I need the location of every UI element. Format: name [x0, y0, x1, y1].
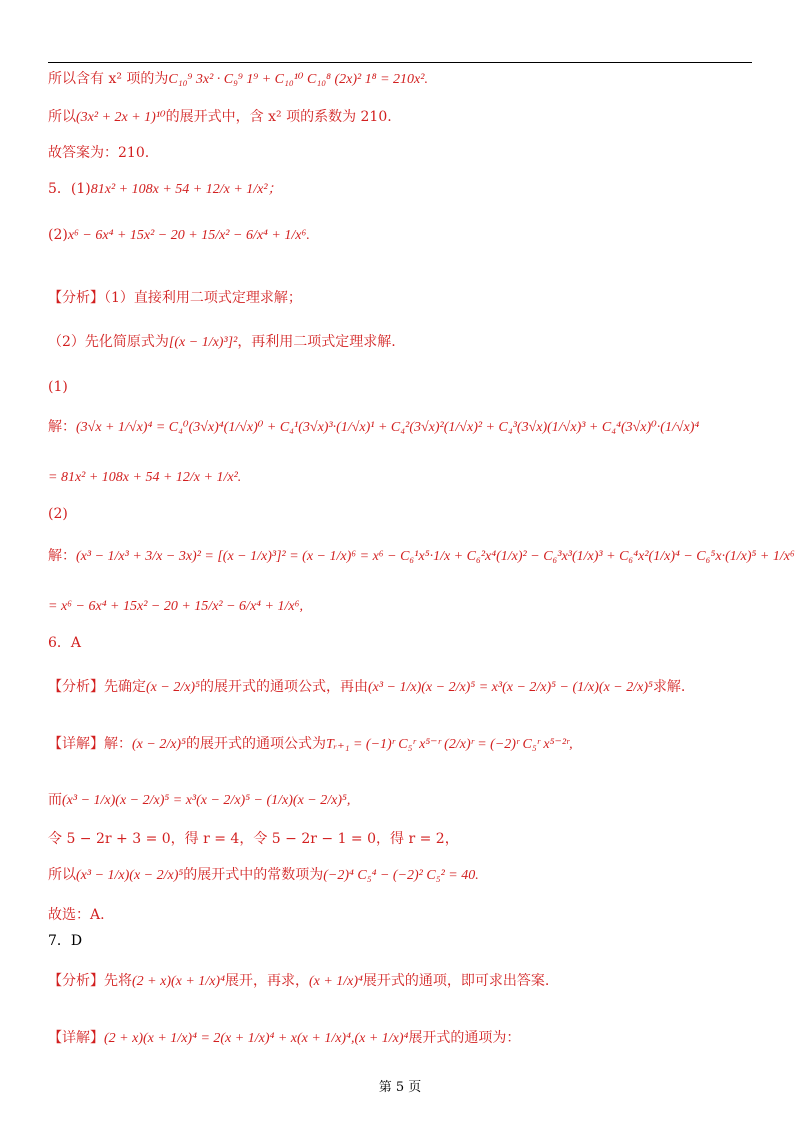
line-text: 故答案为：210. — [48, 145, 150, 161]
formula: (x + 1/x)⁴ — [308, 974, 363, 989]
line-text: 的展开式中，含 x² 项的系数为 210. — [165, 109, 392, 125]
text-line-9 — [48, 418, 760, 437]
text-line-3 — [48, 144, 760, 162]
line-text: 【分析】（1）直接利用二项式定理求解； — [48, 290, 302, 306]
line-text: 求解. — [652, 679, 686, 695]
line-text: 展开，再求， — [224, 973, 309, 989]
line-text: 解： — [48, 548, 76, 564]
line-text: 所以 — [48, 109, 76, 125]
line-text: 令 5 − 2r + 3 = 0，得 r = 4，令 5 − 2r − 1 = 0，得 r = 2， — [48, 831, 459, 847]
formula: (−2)⁴ C₅⁴ − (−2)² C₅² = 40. — [323, 868, 479, 883]
line-text: (1) — [48, 379, 68, 395]
text-line-23 — [48, 1029, 760, 1048]
text-line-8 — [48, 378, 760, 396]
formula: 81x² + 108x + 54 + 12/x + 1/x²； — [90, 182, 282, 197]
line-text: 的展开式的通项公式，再由 — [199, 679, 368, 695]
formula: [(x − 1/x)³]² — [168, 335, 238, 350]
line-text: 【分析】先将 — [48, 973, 132, 989]
formula: (x − 2/x)⁵ — [146, 680, 200, 695]
line-text: (2) — [48, 227, 68, 243]
line-text: 5．(1) — [48, 181, 91, 197]
formula: C₁₀⁹ 3x² · C₉⁹ 1⁹ + C₁₀¹⁰ C₁₀⁸ (2x)² 1⁸ = 210x². — [168, 72, 428, 87]
formula: = x⁶ − 6x⁴ + 15x² − 20 + 15/x² − 6/x⁴ + 1/x⁶, — [48, 599, 303, 614]
formula: (3x² + 2x + 1)¹⁰ — [76, 110, 166, 125]
formula: (2 + x)(x + 1/x)⁴ — [132, 974, 225, 989]
text-line-5 — [48, 226, 760, 245]
text-line-17 — [48, 791, 760, 810]
text-line-2 — [48, 108, 760, 127]
text-line-20 — [48, 906, 760, 924]
line-text: 所以含有 x² 项的为 — [48, 71, 169, 87]
formula: (x + 1/x)⁴ — [354, 1031, 409, 1046]
line-text: 的展开式中的常数项为 — [183, 867, 324, 883]
text-line-14 — [48, 634, 760, 652]
line-text: 解： — [48, 419, 76, 435]
formula: (x − 2/x)⁵ — [132, 737, 186, 752]
formula: x⁶ − 6x⁴ + 15x² − 20 + 15/x² − 6/x⁴ + 1/x⁶. — [67, 228, 310, 243]
line-text: 展开式的通项，即可求出答案. — [362, 973, 550, 989]
line-text: 的展开式的通项公式为 — [185, 736, 326, 752]
text-line-13 — [48, 597, 760, 616]
formula: (x³ − 1/x)(x − 2/x)⁵ = x³(x − 2/x)⁵ − (1/x)(x − 2/x)⁵, — [62, 793, 351, 808]
text-line-15 — [48, 678, 760, 697]
line-text: (2) — [48, 506, 68, 522]
text-line-1 — [48, 70, 760, 89]
formula: (x³ − 1/x³ + 3/x − 3x)² = [(x − 1/x)³]² = (x − 1/x)⁶ = x⁶ − C₆¹x⁵·1/x + C₆²x⁴(1/x)² − C₆³x³(1/x)³ + C₆⁴x²(1/x)⁴ − C₆⁵x·(1/x)⁵ + 1/x⁶ — [76, 549, 795, 564]
line-text: 而 — [48, 792, 62, 808]
formula: = 81x² + 108x + 54 + 12/x + 1/x². — [48, 470, 242, 485]
header-rule — [48, 62, 752, 63]
text-line-16 — [48, 735, 760, 754]
line-text: （2）先化简原式为 — [48, 334, 169, 350]
line-text: 7．D — [48, 933, 83, 949]
line-text: ，再利用二项式定理求解. — [237, 334, 396, 350]
line-text: 所以 — [48, 867, 76, 883]
page-number: 第 5 页 — [378, 1080, 422, 1095]
formula: (2 + x)(x + 1/x)⁴ = 2(x + 1/x)⁴ + x(x + 1/x)⁴, — [104, 1031, 355, 1046]
formula: (3√x + 1/√x)⁴ = C₄⁰(3√x)⁴(1/√x)⁰ + C₄¹(3√x)³·(1/√x)¹ + C₄²(3√x)²(1/√x)² + C₄³(3√x)(1/√x)³ + C₄⁴(3√x)⁰·(1/√x)⁴ — [76, 420, 700, 435]
line-text: 展开式的通项为： — [408, 1030, 521, 1046]
text-line-4 — [48, 180, 760, 199]
line-text: 【详解】解： — [48, 736, 132, 752]
text-line-10 — [48, 468, 760, 487]
line-text: 6．A — [48, 635, 82, 651]
text-line-22 — [48, 972, 760, 991]
line-text: 【详解】 — [48, 1030, 104, 1046]
text-line-7 — [48, 333, 760, 352]
line-text: 故选：A. — [48, 907, 105, 923]
formula: (x³ − 1/x)(x − 2/x)⁵ = x³(x − 2/x)⁵ − (1/x)(x − 2/x)⁵ — [367, 680, 653, 695]
text-line-12 — [48, 547, 795, 566]
formula: (x³ − 1/x)(x − 2/x)⁵ — [76, 868, 184, 883]
text-line-18 — [48, 830, 760, 848]
formula: Tᵣ₊₁ = (−1)ʳ C₅ʳ x⁵⁻ʳ (2/x)ʳ = (−2)ʳ C₅ʳ x⁵⁻²ʳ, — [325, 737, 573, 752]
text-line-21 — [48, 932, 760, 950]
text-line-19 — [48, 866, 760, 885]
text-line-6 — [48, 289, 760, 307]
text-line-11 — [48, 505, 760, 523]
line-text: 【分析】先确定 — [48, 679, 146, 695]
